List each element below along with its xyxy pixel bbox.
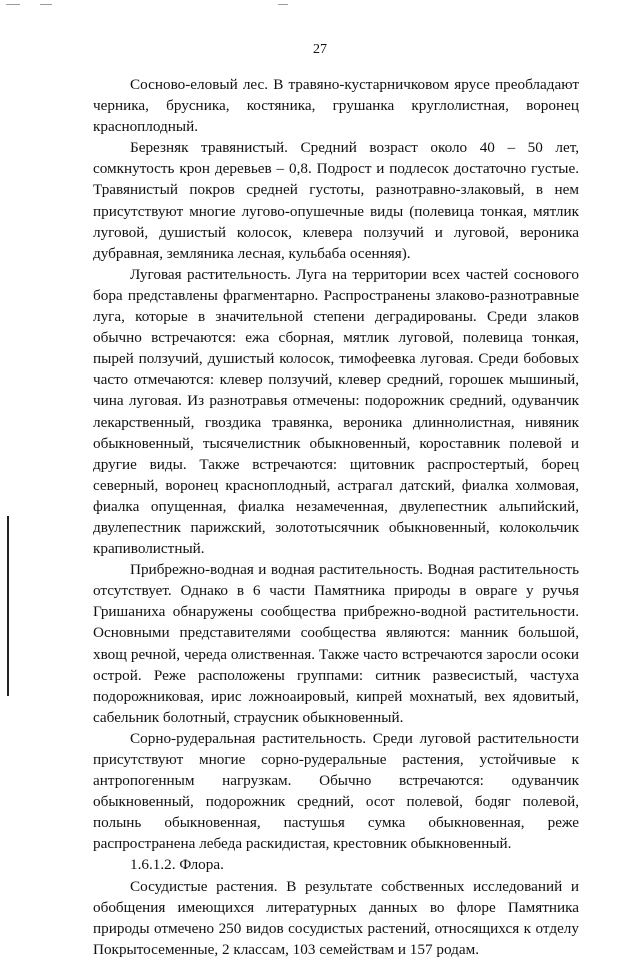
paragraph-riparian-vegetation: Прибрежно-водная и водная растительность. Водная растительность отсутствует. Однако в 6 части Памятника природы в овраге у ручья Гришаниха обнаружены сообщества прибрежно-водной растительности. Основными представителями сообщества являются: манник большой, хвощ речной, череда олиственная. Также часто встречаются заросли осоки острой. Реже расположены группами: ситник развесистый, частуха подорожниковая, ирис ложноаировый, кипрей мохнатый, вех ядовитый, сабельник болотный, страусник обыкновенный. [93,561,579,726]
section-heading-flora: 1.6.1.2. Флора. [130,856,224,874]
scan-mark [278,4,288,5]
paragraph-birch-forest: Березняк травянистый. Средний возраст около 40 – 50 лет, сомкнутость крон деревьев – 0,8. Подрост и подлесок достаточно густые. Травянистый покров средней густоты, разнотравно-злаковый, в нем присутствуют многие лугово-опушечные виды (полевица тонкая, мятлик луговой, душистый колосок, клевера ползучий и луговой, вероника дубравная, земляника лесная, кульбаба осенняя). [93,139,579,262]
paragraph-meadow-vegetation: Луговая растительность. Луга на территории всех частей соснового бора представлены фрагментарно. Распространены злаково-разнотравные луга, которые в значительной степени деградированы. Среди злаков обычно встречаются: ежа сборная, мятлик луговой, полевица тонкая, пырей ползучий, душистый колосок, тимофеевка луговая. Среди бобовых часто отмечаются: клевер ползучий, клевер средний, горошек мышиный, чина луговая. Из разнотравья отмечены: подорожник средний, одуванчик лекарственный, гвоздика травянка, вероника длиннолистная, нивяник обыкновенный, тысячелистник обыкновенный, короставник полевой и другие виды. Также встречаются: щитовник распростертый, борец северный, воронец красноплодный, астрагал датский, фиалка холмовая, фиалка опущенная, фиалка незамеченная, двулепестник альпийский, двулепестник парижский, золототысячник обыкновенный, колокольчик крапиволистный. [93,265,579,558]
paragraph-vascular-plants: Сосудистые растения. В результате собственных исследований и обобщения имеющихся литературных данных во флоре Памятника природы отмечено 250 видов сосудистых растений, относящихся к отделу Покрытосеменные, 2 классам, 103 семействам и 157 родам. [93,877,579,958]
scan-mark [6,4,20,5]
paragraph-pine-spruce-forest: Сосново-еловый лес. В травяно-кустарничковом ярусе преобладают черника, брусника, костяника, грушанка круглолистная, воронец красноплодный. [93,76,579,136]
margin-rule [7,516,9,696]
paragraph-ruderal-vegetation: Сорно-рудеральная растительность. Среди луговой растительности присутствуют многие сорно-рудеральные растения, устойчивые к антропогенным нагрузкам. Обычно встречаются: одуванчик обыкновенный, подорожник средний, осот полевой, бодяг полевой, полынь обыкновенная, пастушья сумка обыкновенная, реже распространена лебеда раскидистая, крестовник обыкновенный. [93,729,579,853]
page-number: 27 [313,42,327,57]
body-text [93,74,579,960]
scan-mark [40,4,52,5]
